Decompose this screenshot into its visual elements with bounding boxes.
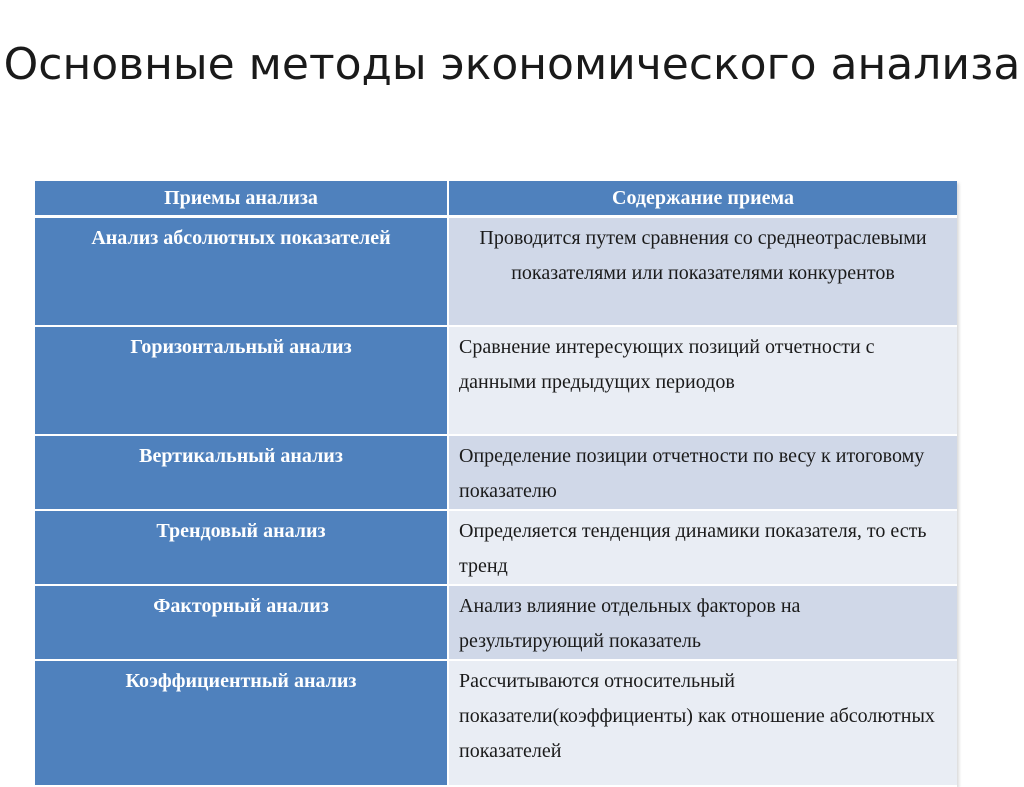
table-row <box>35 435 957 510</box>
table-row <box>35 217 957 327</box>
method-description-cell: Сравнение интересующих позиций отчетности с данными предыдущих периодов <box>448 326 957 435</box>
method-name-cell: Коэффициентный анализ <box>35 660 448 786</box>
slide-title: Основные методы экономического анализа <box>3 39 1021 90</box>
methods-table <box>35 181 957 787</box>
column-header-content: Содержание приема <box>448 181 957 217</box>
method-name-cell: Трендовый анализ <box>35 510 448 585</box>
method-description-cell: Рассчитываются относительный показатели(коэффициенты) как отношение абсолютных показателей <box>448 660 957 786</box>
method-description-cell: Определяется тенденция динамики показателя, то есть тренд <box>448 510 957 585</box>
method-description-cell: Определение позиции отчетности по весу к итоговому показателю <box>448 435 957 510</box>
table-row <box>35 585 957 660</box>
method-name-cell: Горизонтальный анализ <box>35 326 448 435</box>
table-row <box>35 660 957 786</box>
table-header-row <box>35 181 957 217</box>
method-description-cell: Проводится путем сравнения со среднеотраслевыми показателями или показателями конкурентов <box>448 217 957 327</box>
table-row <box>35 326 957 435</box>
column-header-methods: Приемы анализа <box>35 181 448 217</box>
method-name-cell: Анализ абсолютных показателей <box>35 217 448 327</box>
method-name-cell: Факторный анализ <box>35 585 448 660</box>
method-name-cell: Вертикальный анализ <box>35 435 448 510</box>
table-row <box>35 510 957 585</box>
method-description-cell: Анализ влияние отдельных факторов на результирующий показатель <box>448 585 957 660</box>
